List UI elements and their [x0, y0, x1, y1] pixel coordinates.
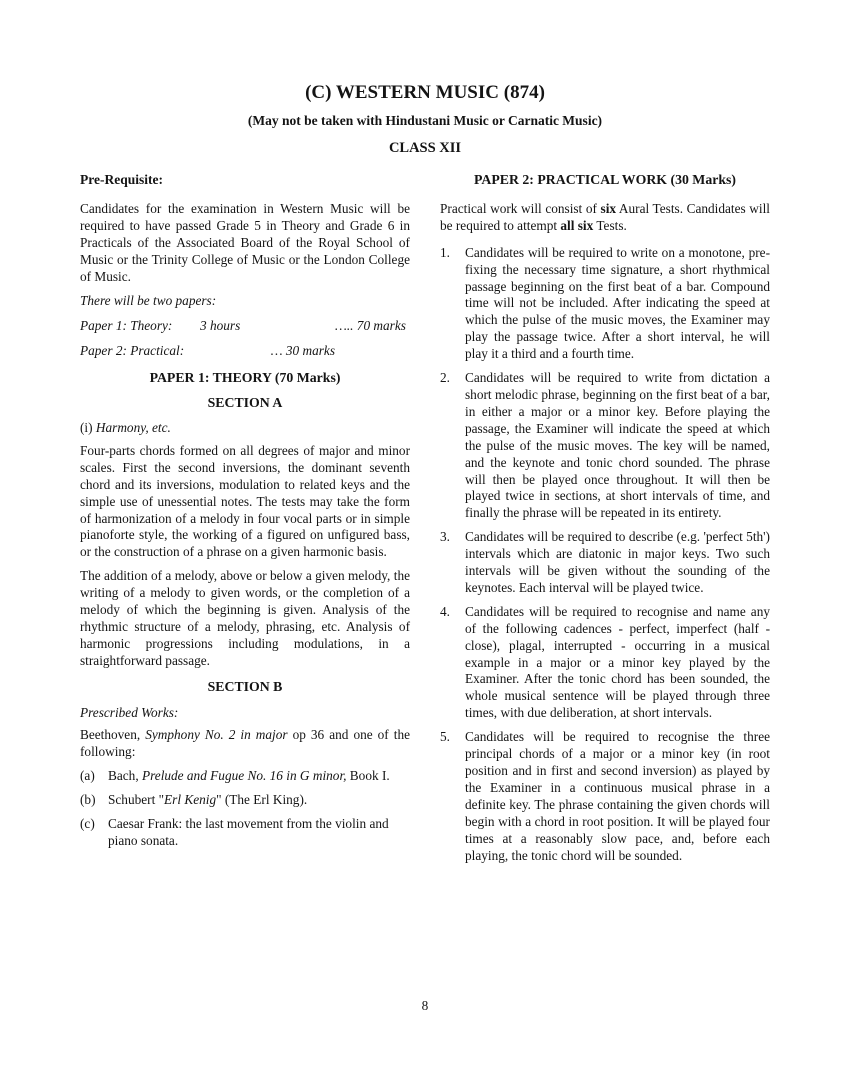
work-text: Caesar Frank: the last movement from the violin and piano sonata. [108, 816, 389, 848]
page-title: (C) WESTERN MUSIC (874) [305, 82, 545, 103]
item-number: 2. [440, 370, 450, 386]
item-number: 4. [440, 603, 450, 619]
item-number: 3. [440, 529, 450, 545]
left-column [80, 172, 410, 850]
paper-row [80, 343, 410, 360]
paper-duration: 3 hours [200, 318, 241, 334]
work-item [80, 816, 410, 850]
paper-label: Paper 2: Practical: [80, 343, 185, 359]
beethoven-line [80, 727, 410, 761]
work-label: (c) [80, 816, 95, 832]
item-text: Candidates will be required to recognise the three principal chords of a major or a minor key (in root position and in first and second inversion) as played by the Examiner in a continuous musical phrase in a definite key. The phrase containing the given chords will begin with a chord in root position. It will be played four times at a reasonably slow pace, and, before each playing, the tonic chord will be sounded. [465, 729, 770, 863]
harmony-number: (i) [80, 419, 93, 435]
work-item [80, 792, 410, 809]
page-number: 8 [421, 998, 429, 1013]
item-text: Candidates will be required to recognise and name any of the following cadences - perfect, imperfect (half - close), plagal, interrupted - occurring in a musical example in a major or a minor key played by the Examiner. After the tonic chord has been sounded, the whole musical sentence will be played through three times, with due deliberation, at short intervals. [465, 603, 770, 721]
paper-label: Paper 1: Theory: [80, 318, 173, 334]
prescribed-works-label: Prescribed Works: [80, 704, 179, 720]
aural-test-item [440, 729, 770, 864]
right-column [440, 172, 770, 864]
item-text: Candidates will be required to write from dictation a short melodic phrase, beginning on the first beat of a bar, in either a major or a minor key. Before playing the passage, the Examiner will indicate the speed at which the pulse of the music moves. The key will be named, and the keynote and tonic chord sounded. The phrase will then be played once throughout. It will then be played twice in sections, at short intervals of time, and finally the phrase will be repeated in its entirety. [465, 370, 770, 521]
work-text: Bach, Prelude and Fugue No. 16 in G minor, Book I. [108, 768, 390, 784]
work-label: (b) [80, 792, 96, 808]
item-text: Candidates will be required to write on a monotone, pre-fixing the necessary time signature, a short rhythmical passage beginning on the first beat of a bar. Compound time will not be included. After indicating the speed at which the pulse of the music moves, the Examiner may play the passage twice. After a short interval, he will play it a third and a fourth time. [465, 244, 770, 362]
class-label: CLASS XII [388, 140, 462, 156]
melody-paragraph: The addition of a melody, above or below a given melody, the writing of a melody to given words, or the completion of a melody of which the beginning is given. Analysis of the rhythmic structure of a melody, phrasing, etc. Analysis of harmonic progressions including modulations, in a straightforward passage. [80, 568, 410, 668]
item-number: 1. [440, 244, 450, 260]
practical-intro: Practical work will consist of six Aural Tests. Candidates will be required to attempt all six Tests. [440, 200, 770, 233]
aural-test-item [440, 245, 770, 363]
work-item [80, 768, 410, 785]
paper-marks: ….. 70 marks [335, 318, 406, 334]
paper-row [80, 318, 410, 335]
page-subtitle: (May not be taken with Hindustani Music or Carnatic Music) [247, 113, 603, 128]
paper-marks: … 30 marks [270, 343, 335, 359]
harmony-title: Harmony, etc. [95, 419, 171, 435]
aural-test-item [440, 604, 770, 722]
work-text: Schubert "Erl Kenig" (The Erl King). [108, 792, 308, 808]
two-papers-note: There will be two papers: [80, 293, 217, 309]
prereq-heading: Pre-Requisite: [80, 172, 163, 187]
beethoven-composer: Beethoven, [80, 727, 146, 743]
paper2-heading: PAPER 2: PRACTICAL WORK (30 Marks) [473, 172, 736, 187]
beethoven-work: Symphony No. 2 in major [145, 727, 288, 743]
aural-test-item [440, 529, 770, 597]
section-b-heading: SECTION B [207, 678, 283, 694]
section-a-heading: SECTION A [207, 395, 283, 411]
item-number: 5. [440, 729, 450, 745]
aural-test-item [440, 370, 770, 522]
prereq-text: Candidates for the examination in Western Music will be required to have passed Grade 5 in Theory and Grade 6 in Practicals of the Associated Board of the Royal School of Music or the Trinity College of Music or the London College of Music. [80, 200, 410, 284]
item-text: Candidates will be required to describe (e.g. 'perfect 5th') intervals which are diatonic in major keys. Two such intervals will be given without the sounding of the keynotes. Each interval will be played twice. [465, 529, 770, 595]
work-label: (a) [80, 768, 95, 784]
beethoven-rest: op 36 and one of the following: [80, 727, 411, 760]
harmony-paragraph: Four-parts chords formed on all degrees of major and minor scales. First the second inversions, the dominant seventh chord and its inversions, modulation to related keys and the simple use of unessential notes. The tests may take the form of harmonization of a melody in four vocal parts or in simple pianoforte style, the working of a figured on unfigured bass, or the construction of a phrase on a given harmonic basis. [80, 442, 410, 560]
paper1-heading: PAPER 1: THEORY (70 Marks) [149, 370, 341, 386]
harmony-label [80, 420, 410, 437]
